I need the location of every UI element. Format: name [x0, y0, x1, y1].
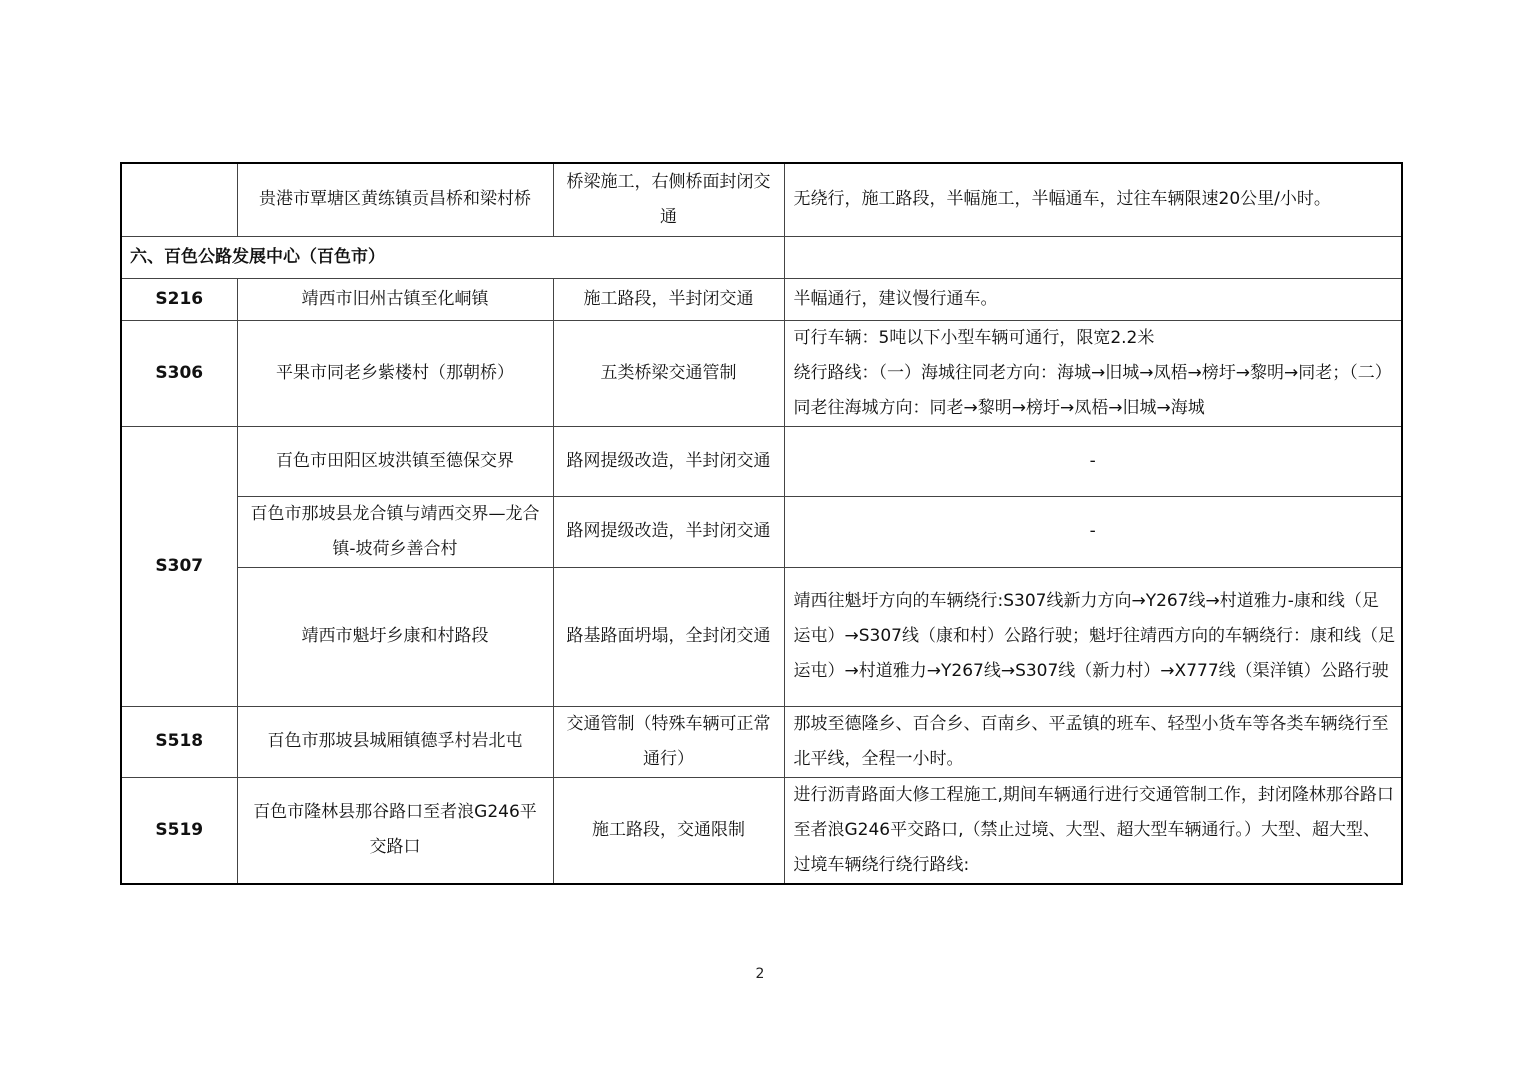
table-row: [121, 706, 1402, 777]
detour-cell: 半幅通行，建议慢行通车。: [784, 278, 1402, 320]
table-row: [121, 163, 1402, 236]
status-cell: 桥梁施工，右侧桥面封闭交通: [553, 163, 784, 236]
detour-cell: 无绕行，施工路段，半幅施工，半幅通车，过往车辆限速20公里/小时。: [784, 163, 1402, 236]
road-code: S216: [121, 278, 237, 320]
detour-cell: [784, 236, 1402, 278]
detour-cell: 靖西往魁圩方向的车辆绕行:S307线新力方向→Y267线→村道雅力-康和线（足运屯）→S307线（康和村）公路行驶；魁圩往靖西方向的车辆绕行：康和线（足运屯）→村道雅力→Y267线→S307线（新力村）→X777线（渠洋镇）公路行驶: [784, 567, 1402, 706]
table-row: [121, 567, 1402, 706]
location-cell: 百色市隆林县那谷路口至者浪G246平交路口: [237, 777, 553, 884]
status-cell: 交通管制（特殊车辆可正常通行）: [553, 706, 784, 777]
road-closure-table: [120, 162, 1403, 885]
road-code: [121, 163, 237, 236]
location-cell: 靖西市魁圩乡康和村路段: [237, 567, 553, 706]
status-cell: 路网提级改造，半封闭交通: [553, 496, 784, 567]
page-number: 2: [755, 966, 765, 982]
table-row: [121, 777, 1402, 884]
status-cell: 路基路面坍塌，全封闭交通: [553, 567, 784, 706]
road-code: S518: [121, 706, 237, 777]
location-cell: 百色市那坡县城厢镇德孚村岩北屯: [237, 706, 553, 777]
status-cell: 施工路段，半封闭交通: [553, 278, 784, 320]
location-cell: 平果市同老乡紫楼村（那朝桥）: [237, 320, 553, 426]
status-cell: 施工路段，交通限制: [553, 777, 784, 884]
road-code: S519: [121, 777, 237, 884]
road-code: S306: [121, 320, 237, 426]
location-cell: 贵港市覃塘区黄练镇贡昌桥和梁村桥: [237, 163, 553, 236]
detour-cell: [784, 320, 1402, 426]
status-cell: 五类桥梁交通管制: [553, 320, 784, 426]
section-title: 六、百色公路发展中心（百色市）: [121, 236, 784, 278]
detour-vehicles: 可行车辆：5吨以下小型车辆可通行，限宽2.2米: [793, 327, 1155, 348]
detour-cell: 进行沥青路面大修工程施工,期间车辆通行进行交通管制工作，封闭隆林那谷路口至者浪G246平交路口,（禁止过境、大型、超大型车辆通行。）大型、超大型、过境车辆绕行绕行路线:: [784, 777, 1402, 884]
location-cell: 百色市那坡县龙合镇与靖西交界—龙合镇-坡荷乡善合村: [237, 496, 553, 567]
table-row: [121, 320, 1402, 426]
location-cell: 百色市田阳区坡洪镇至德保交界: [237, 426, 553, 496]
road-code: S307: [121, 426, 237, 706]
location-cell: 靖西市旧州古镇至化峒镇: [237, 278, 553, 320]
status-cell: 路网提级改造，半封闭交通: [553, 426, 784, 496]
detour-cell: -: [784, 496, 1402, 567]
table-row: [121, 278, 1402, 320]
detour-cell: 那坡至德隆乡、百合乡、百南乡、平孟镇的班车、轻型小货车等各类车辆绕行至北平线，全程一小时。: [784, 706, 1402, 777]
section-header-row: [121, 236, 1402, 278]
detour-cell: -: [784, 426, 1402, 496]
detour-route: 绕行路线：（一）海城往同老方向：海城→旧城→凤梧→榜圩→黎明→同老；（二）同老往海城方向：同老→黎明→榜圩→凤梧→旧城→海城: [793, 362, 1392, 418]
table-row: [121, 496, 1402, 567]
table-row: [121, 426, 1402, 496]
